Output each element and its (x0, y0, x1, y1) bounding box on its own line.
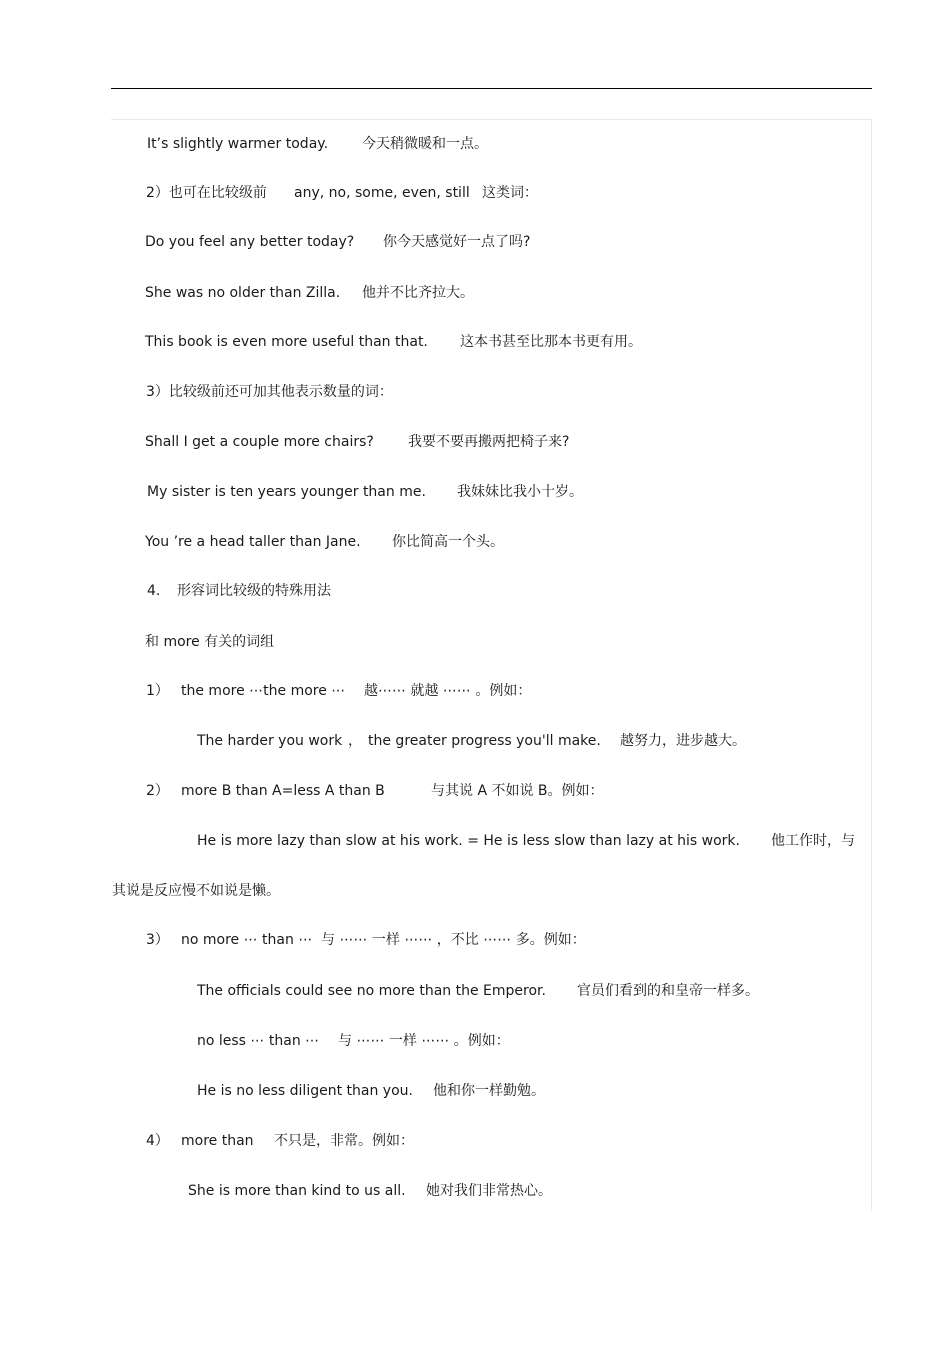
english-sentence: She was no older than Zilla. (145, 285, 341, 301)
chinese-translation: 今天稍微暖和一点。 (362, 136, 488, 152)
phrase: more than (181, 1133, 254, 1149)
phrase: the more ⋯the more ⋯ (181, 683, 346, 699)
chinese-translation: 你比简高一个头。 (392, 534, 504, 550)
chinese-translation: 官员们看到的和皇帝一样多。 (577, 983, 759, 999)
item-number: 3） (146, 932, 169, 948)
english-clause-2: the greater progress you'll make. (368, 733, 601, 749)
english-sentence: My sister is ten years younger than me. (147, 484, 426, 500)
chinese-translation: 他工作时，与 (771, 833, 855, 849)
chinese-translation: 她对我们非常热心。 (426, 1183, 552, 1199)
english-sentence: Shall I get a couple more chairs? (145, 434, 374, 450)
section-title: 形容词比较级的特殊用法 (177, 583, 331, 599)
phrase-meaning: 越⋯⋯ 就越 ⋯⋯ 。例如： (364, 683, 532, 699)
chinese-translation: 这本书甚至比那本书更有用。 (460, 334, 642, 350)
english-sentence: The officials could see no more than the Emperor. (197, 983, 546, 999)
english-sentence: She is more than kind to us all. (188, 1183, 406, 1199)
chinese-translation: 越努力，进步越大。 (620, 733, 746, 749)
item-number: 1） (146, 683, 169, 699)
header-rule (111, 88, 872, 89)
rule-label: 3）比较级前还可加其他表示数量的词： (146, 384, 393, 400)
english-sentence: He is more lazy than slow at his work. = He is less slow than lazy at his work. (197, 833, 740, 849)
english-sentence: You ’re a head taller than Jane. (145, 534, 361, 550)
rule-label: 2）也可在比较级前 (146, 185, 267, 201)
phrase: more B than A=less A than B (181, 783, 385, 799)
phrase: no less ⋯ than ⋯ (197, 1033, 320, 1049)
english-clause-1: The harder you work (197, 733, 343, 749)
chinese-translation: 你今天感觉好一点了吗? (383, 234, 531, 250)
content-frame-top (111, 119, 871, 120)
chinese-translation: 他并不比齐拉大。 (362, 285, 474, 301)
chinese-translation: 他和你一样勤勉。 (433, 1083, 545, 1099)
english-sentence: It’s slightly warmer today. (147, 136, 329, 152)
chinese-translation: 我妹妹比我小十岁。 (457, 484, 583, 500)
subsection-title: 和 more 有关的词组 (145, 634, 275, 650)
section-number: 4. (147, 583, 161, 599)
chinese-translation-continued: 其说是反应慢不如说是懒。 (112, 883, 280, 899)
rule-words: any, no, some, even, still (294, 185, 470, 201)
content-frame-right (871, 119, 872, 1211)
item-number: 2） (146, 783, 169, 799)
rule-suffix: 这类词： (482, 185, 538, 201)
phrase-meaning: 与 ⋯⋯ 一样 ⋯⋯ 。例如： (338, 1033, 510, 1049)
english-sentence: Do you feel any better today? (145, 234, 355, 250)
phrase: no more ⋯ than ⋯ (181, 932, 313, 948)
english-sentence: He is no less diligent than you. (197, 1083, 413, 1099)
comma: ， (348, 733, 362, 749)
phrase-meaning: 不只是，非常。例如： (274, 1133, 414, 1149)
phrase-meaning: 与 ⋯⋯ 一样 ⋯⋯ ，不比 ⋯⋯ 多。例如： (321, 932, 586, 948)
english-sentence: This book is even more useful than that. (145, 334, 428, 350)
phrase-meaning: 与其说 A 不如说 B。例如： (431, 783, 604, 799)
chinese-translation: 我要不要再搬两把椅子来? (408, 434, 570, 450)
item-number: 4） (146, 1133, 169, 1149)
